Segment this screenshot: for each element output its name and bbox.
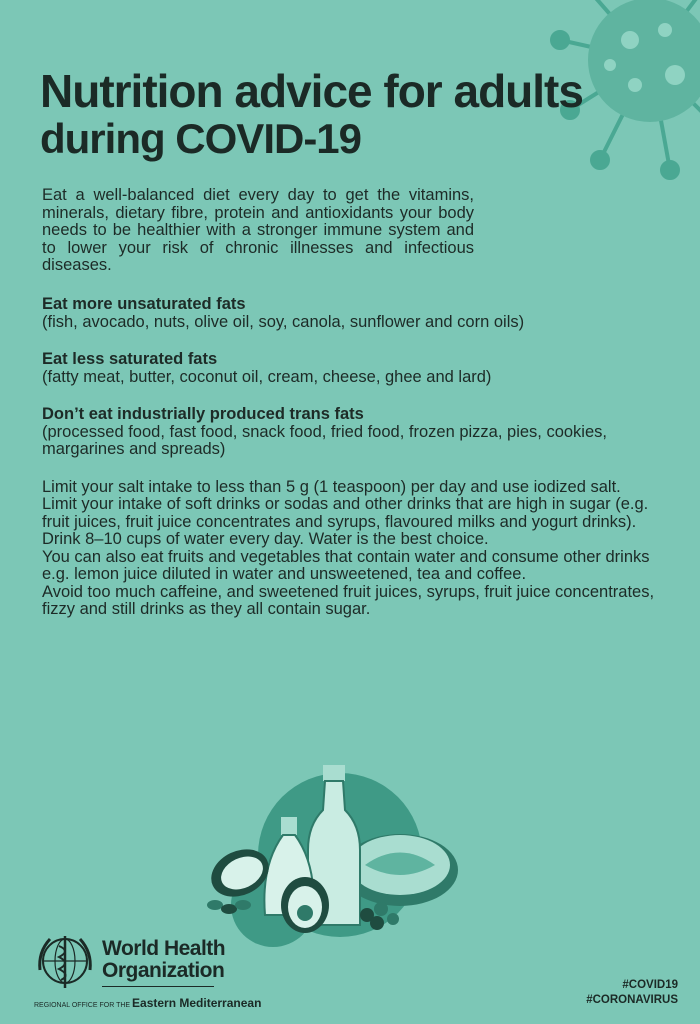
page-title (40, 66, 583, 162)
hashtag: #COVID19 (622, 979, 678, 991)
fat-advice-trans (42, 406, 660, 459)
healthy-food-illustration (195, 755, 465, 955)
advice-salt: Limit your salt intake to less than 5 g (1 teaspoon) per day and use iodized salt. (42, 477, 621, 496)
advice-list (42, 296, 660, 619)
fat-heading: Eat less saturated fats (42, 350, 218, 368)
organization-name (102, 938, 225, 982)
region-prefix: REGIONAL OFFICE FOR THE (34, 1002, 131, 1009)
org-line-1: World Health (102, 937, 226, 960)
fat-heading: Don’t eat industrially produced trans fats (42, 405, 364, 423)
fat-detail: (fatty meat, butter, coconut oil, cream, cheese, ghee and lard) (42, 367, 492, 386)
fat-advice-saturated (42, 351, 660, 386)
advice-sugar-drinks: Limit your intake of soft drinks or sodas and other drinks that are high in sugar (e.g. fruit juices, fruit juice concentrates and syrups, flavoured milks and yogurt drinks). (42, 495, 649, 531)
title-line-2: during COVID-19 (40, 115, 362, 162)
who-emblem-icon (34, 930, 96, 992)
advice-fruits-vegetables: You can also eat fruits and vegetables that contain water and consume other drinks e.g. lemon juice diluted in water and unsweetened, tea and coffee. (42, 547, 650, 583)
fat-heading: Eat more unsaturated fats (42, 295, 246, 313)
hashtag: #CORONAVIRUS (586, 994, 678, 1006)
region-name: Eastern Mediterranean (132, 996, 262, 1010)
advice-caffeine: Avoid too much caffeine, and sweetened fruit juices, syrups, fruit juice concentrates, fizzy and still drinks as they all contain sugar. (42, 582, 655, 618)
hashtags (586, 978, 678, 1008)
org-line-2: Organization (102, 959, 225, 982)
regional-office-label (34, 996, 261, 1010)
fat-detail: (processed food, fast food, snack food, fried food, frozen pizza, pies, cookies, margarines and spreads) (42, 422, 607, 458)
title-line-1: Nutrition advice for adults (40, 65, 583, 117)
intro-paragraph: Eat a well-balanced diet every day to get the vitamins, minerals, dietary fibre, protein and antioxidants your body needs to be healthier with a stronger immune system and to lower your risk of chronic illnesses and infectious diseases. (42, 186, 474, 274)
fat-detail: (fish, avocado, nuts, olive oil, soy, canola, sunflower and corn oils) (42, 312, 525, 331)
advice-water: Drink 8–10 cups of water every day. Water is the best choice. (42, 530, 489, 548)
fat-advice-unsaturated (42, 296, 660, 331)
divider (102, 986, 214, 987)
